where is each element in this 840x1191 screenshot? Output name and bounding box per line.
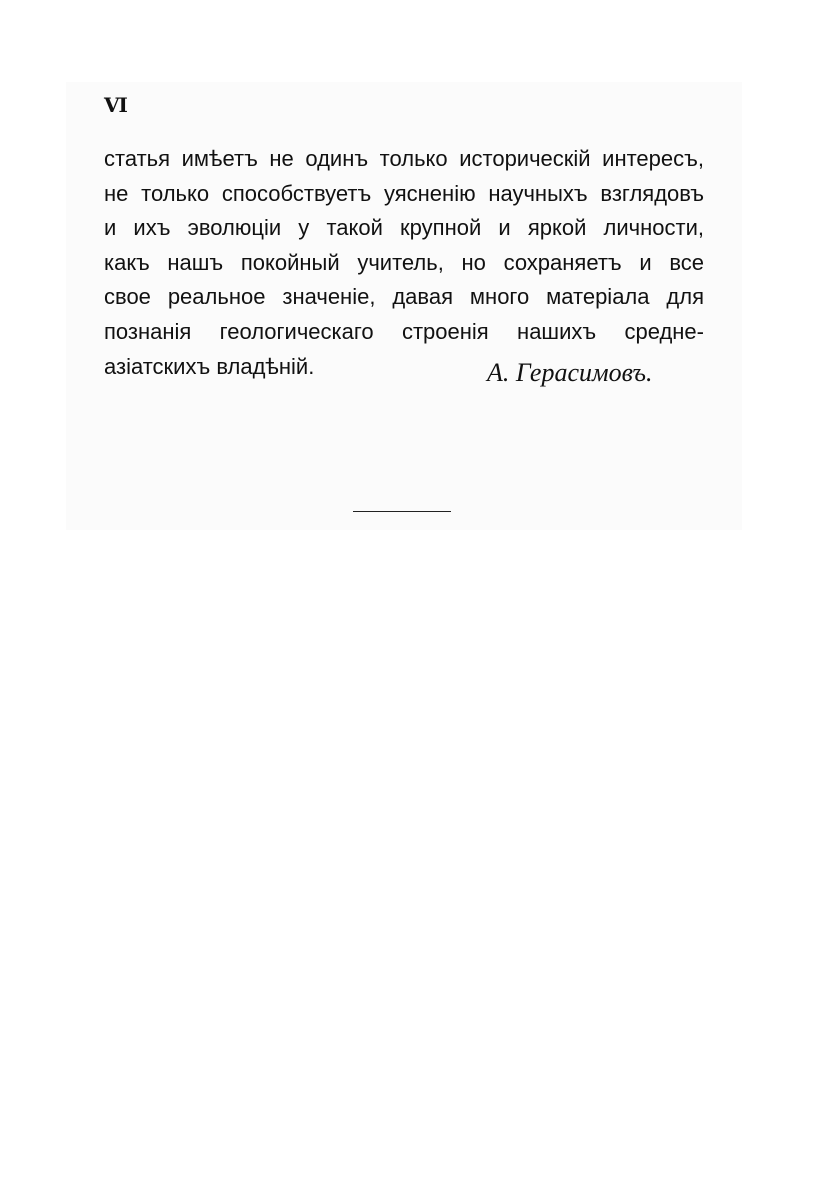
text-line: свое реальное значеніе, давая много матеріала для (104, 284, 704, 310)
author-signature: А. Герасимовъ. (487, 358, 653, 387)
body-paragraph (104, 142, 704, 384)
text-line: азіатскихъ владѣній. (104, 353, 315, 379)
text-line: познанія геологическаго строенія нашихъ средне- (104, 318, 704, 344)
text-line: и ихъ эволюціи у такой крупной и яркой личности, (104, 215, 704, 241)
text-line: какъ нашъ покойный учитель, но сохраняетъ и все (104, 249, 704, 275)
end-divider-rule (353, 511, 451, 512)
page-number: VI (104, 93, 127, 117)
text-line: не только способствуетъ уясненію научныхъ взглядовъ (104, 180, 704, 206)
text-line: статья имѣетъ не одинъ только историческій интересъ, (104, 146, 704, 171)
